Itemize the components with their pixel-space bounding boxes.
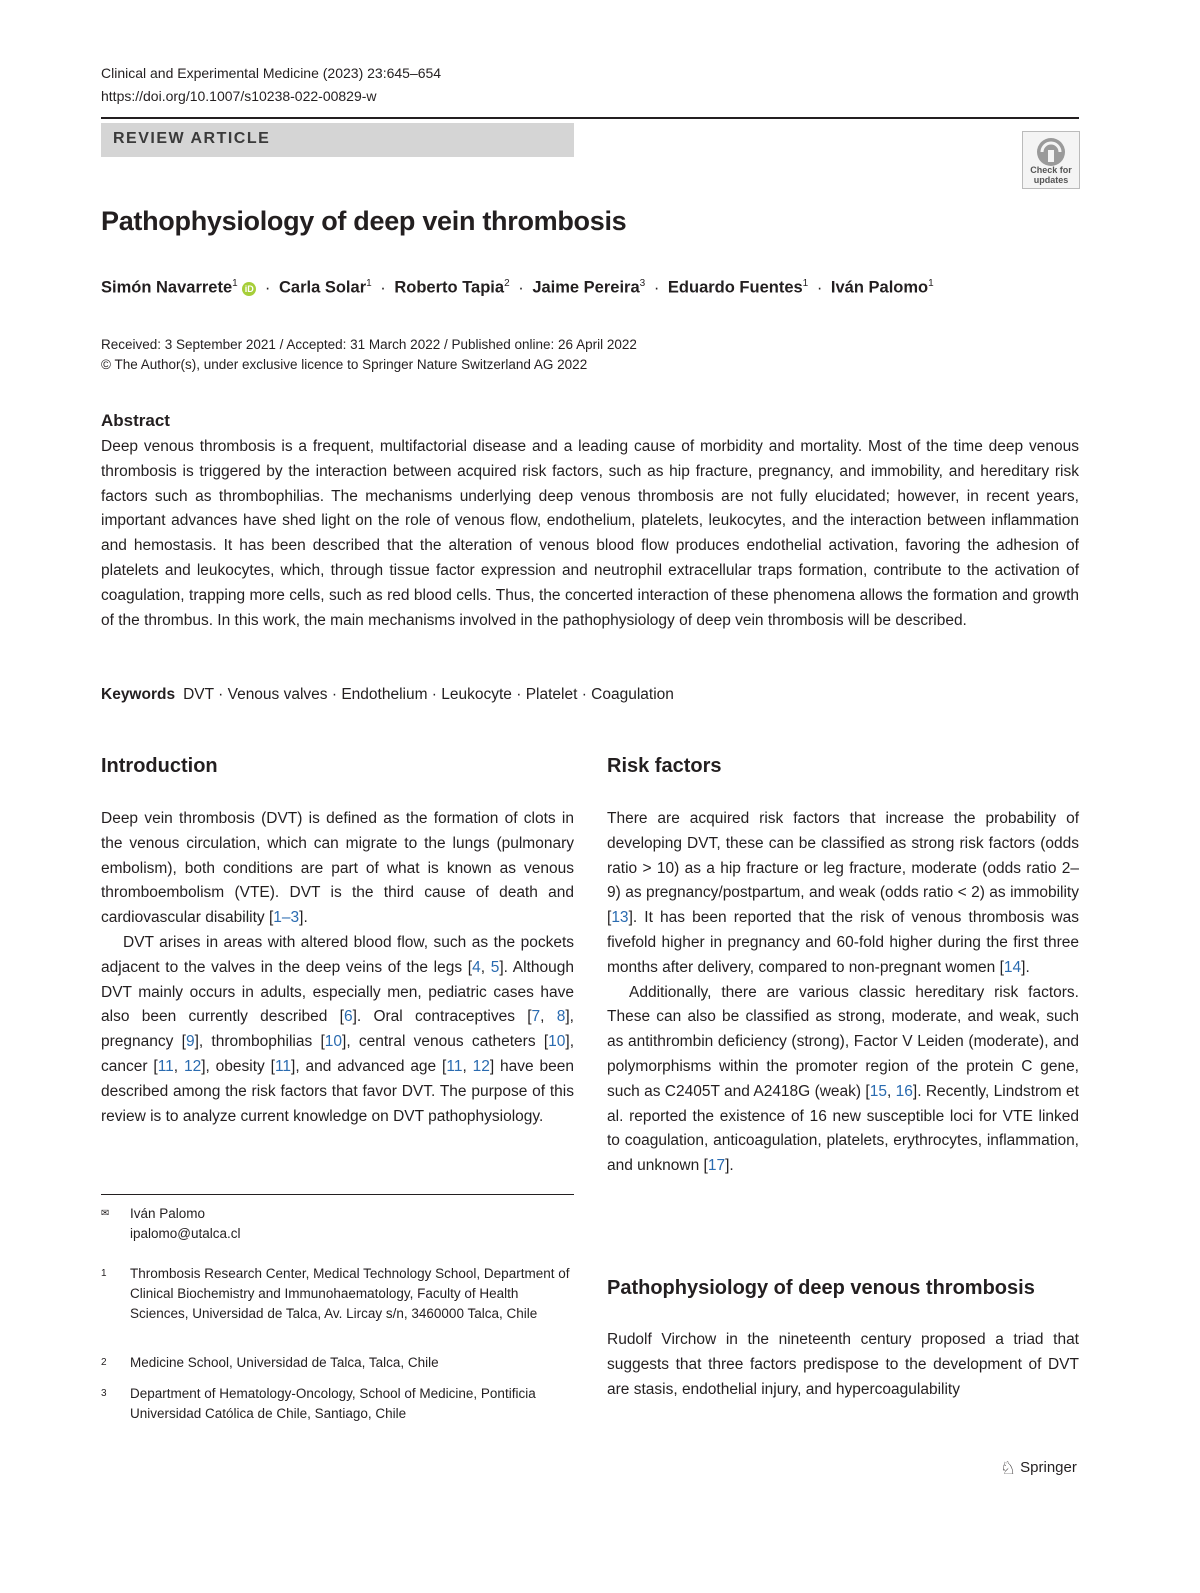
author-name[interactable]: Simón Navarrete	[101, 278, 233, 297]
corresponding-name: Iván Palomo	[130, 1206, 206, 1221]
keywords-label: Keywords	[101, 686, 176, 703]
risk-factors-body	[607, 807, 1079, 1179]
affiliation-number: 3	[101, 1388, 107, 1399]
author-separator: ·	[380, 278, 386, 297]
affiliation	[101, 1384, 574, 1424]
author-separator: ·	[653, 278, 660, 297]
citation-link[interactable]: 15	[869, 1082, 887, 1100]
author-name[interactable]: Roberto Tapia	[394, 278, 505, 297]
article-title: Pathophysiology of deep vein thrombosis	[101, 206, 627, 236]
paragraph: Additionally, there are various classic hereditary risk factors. These can also be classified as strong, moderate, and weak, such as antithrombin deficiency (strong), Factor V Leiden (moderate), and polymorphisms within the promoter region of the protein C gene, such as C2405T and A2418G (weak) [15, 16]. Recently, Lindstrom et al. reported the existence of 16 new susceptible loci for VTE linked to coagulation, anticoagulation, platelets, erythrocytes, inflammation, and unknown [17].	[607, 983, 1079, 1175]
envelope-icon: ✉	[101, 1208, 110, 1219]
citation-link[interactable]: 11	[446, 1057, 463, 1075]
citation-link[interactable]: 12	[183, 1057, 202, 1075]
corresponding-email[interactable]: ipalomo@utalca.cl	[130, 1226, 241, 1241]
author-affiliation-mark: 2	[504, 278, 510, 289]
citation-link[interactable]: 1–3	[273, 909, 300, 927]
paragraph: There are acquired risk factors that increase the probability of developing DVT, these can be classified as strong risk factors (odds ratio > 10) as a hip fracture or leg fracture, moderate (odds ratio 2–9) as pregnancy/postpartum, and weak (odds ratio < 2) as immobility [13]. It has been reported that the risk of venous thrombosis was fivefold higher in pregnancy and 60-fold higher during the first three months after delivery, compared to non-pregnant women [14].	[607, 810, 1079, 976]
author-affiliation-mark: 1	[366, 278, 372, 289]
abstract-heading: Abstract	[101, 411, 170, 430]
springer-logo[interactable]	[1000, 1458, 1077, 1479]
citation-link[interactable]: 14	[1003, 958, 1022, 976]
author-affiliation-mark: 1	[802, 278, 809, 289]
keywords-list: DVT · Venous valves · Endothelium · Leukocyte · Platelet · Coagulation	[183, 686, 674, 703]
pathophysiology-heading: Pathophysiology of deep venous thrombosis	[607, 1277, 1035, 1299]
risk-factors-heading: Risk factors	[607, 755, 722, 777]
citation-link[interactable]: 12	[472, 1057, 490, 1075]
affiliation-number: 1	[101, 1268, 107, 1279]
paragraph: Rudolf Virchow in the nineteenth century proposed a triad that suggests that three factors predispose to the development of DVT are stasis, endothelial injury, and hypercoagulability	[607, 1331, 1079, 1398]
paragraph: DVT arises in areas with altered blood flow, such as the pockets adjacent to the valves in the deep veins of the legs [4, 5]. Although DVT mainly occurs in adults, especially men, pediatric cases have also been currently described [6]. Oral contraceptives [7, 8], pregnancy [9], thrombophilias [10], central venous catheters [10], cancer [11, 12], obesity [11], and advanced age [11, 12] have been described among the risk factors that favor DVT. The purpose of this review is to analyze current knowledge on DVT pathophysiology.	[101, 933, 575, 1125]
affiliation	[101, 1264, 574, 1324]
introduction-body	[101, 807, 574, 1129]
citation-link[interactable]: 10	[548, 1033, 566, 1051]
author-affiliation-mark: 1	[232, 278, 238, 289]
citation-link[interactable]: 13	[611, 909, 629, 927]
author-list	[101, 278, 934, 298]
author-name[interactable]: Jaime Pereira	[532, 278, 640, 297]
author-separator: ·	[518, 278, 524, 297]
doi-link[interactable]: https://doi.org/10.1007/s10238-022-00829-w	[101, 88, 377, 104]
citation-link[interactable]: 11	[157, 1057, 174, 1075]
author-name[interactable]: Iván Palomo	[830, 278, 929, 297]
keywords	[101, 684, 674, 706]
citation-link[interactable]: 10	[324, 1033, 343, 1051]
orcid-icon[interactable]: iD	[242, 282, 256, 296]
affiliation-text: Department of Hematology-Oncology, School of Medicine, Pontificia Universidad Católica de Chile, Santiago, Chile	[130, 1386, 536, 1421]
corresponding-author	[101, 1204, 574, 1244]
author-affiliation-mark: 1	[928, 278, 934, 289]
affiliation-text: Thrombosis Research Center, Medical Technology School, Department of Clinical Biochemistry and Immunohaematology, Faculty of Health Sciences, Universidad de Talca, Av. Lircay s/n, 3460000 Talca, Chile	[130, 1266, 570, 1321]
check-for-updates-text: Check for updates	[1030, 165, 1072, 185]
dates-line: Received: 3 September 2021 / Accepted: 31 March 2022 / Published online: 26 April 2022	[101, 337, 637, 352]
journal-citation: Clinical and Experimental Medicine (2023) 23:645–654	[101, 65, 442, 81]
affiliation	[101, 1353, 574, 1373]
affiliation-text: Medicine School, Universidad de Talca, Talca, Chile	[130, 1355, 439, 1370]
introduction-heading: Introduction	[101, 755, 218, 777]
author-name[interactable]: Carla Solar	[278, 278, 367, 297]
abstract-text: Deep venous thrombosis is a frequent, multifactorial disease and a leading cause of morbidity and mortality. Most of the time deep venous thrombosis is triggered by the interaction between acquired risk factors, such as hip fracture, pregnancy, and immobility, and hereditary risk factors such as thrombophilias. The mechanisms underlying deep venous thrombosis are not fully elucidated; however, in recent years, important advances have shed light on the role of venous flow, endothelium, platelets, leukocytes, and the interaction between inflammation and hemostasis. It has been described that the alteration of venous blood flow produces endothelial activation, favoring the adhesion of platelets and leukocytes, which, through tissue factor expression and neutrophil extracellular traps formation, contribute to the activation of coagulation, trapping more cells, such as red blood cells. Thus, the concerted interaction of these phenomena allows the formation and growth of the thrombus. In this work, the main mechanisms involved in the pathophysiology of deep vein thrombosis will be described.	[101, 438, 1079, 629]
header-rule	[101, 117, 1079, 119]
pathophysiology-body	[607, 1328, 1079, 1402]
affiliation-number: 2	[101, 1357, 107, 1368]
citation-link[interactable]: 9	[185, 1033, 195, 1051]
paragraph: Deep vein thrombosis (DVT) is defined as the formation of clots in the venous circulation, which can migrate to the lungs (pulmonary embolism), both conditions are part of what is known as venous thromboembolism (VTE). DVT is the third cause of death and cardiovascular disability [1–3].	[101, 810, 574, 927]
article-type-label: REVIEW ARTICLE	[113, 130, 271, 147]
publisher-name: Springer	[1020, 1459, 1077, 1476]
citation-link[interactable]: 4	[472, 958, 481, 976]
author-name[interactable]: Eduardo Fuentes	[667, 278, 803, 297]
citation-link[interactable]: 11	[274, 1057, 292, 1075]
copyright-line: © The Author(s), under exclusive licence to Springer Nature Switzerland AG 2022	[101, 357, 588, 372]
citation-link[interactable]: 16	[895, 1082, 913, 1100]
citation-link[interactable]: 8	[556, 1008, 566, 1026]
author-separator: ·	[816, 278, 823, 297]
publication-dates	[101, 335, 637, 375]
citation-link[interactable]: 5	[490, 958, 500, 976]
citation-link[interactable]: 6	[343, 1008, 353, 1026]
springer-horse-icon: ♘	[1000, 1458, 1017, 1478]
author-separator: ·	[264, 278, 271, 297]
citation-link[interactable]: 7	[531, 1008, 541, 1026]
citation-link[interactable]: 17	[707, 1157, 726, 1175]
footnote-rule	[101, 1194, 574, 1195]
author-affiliation-mark: 3	[639, 278, 646, 289]
check-for-updates-badge[interactable]	[1022, 131, 1080, 189]
